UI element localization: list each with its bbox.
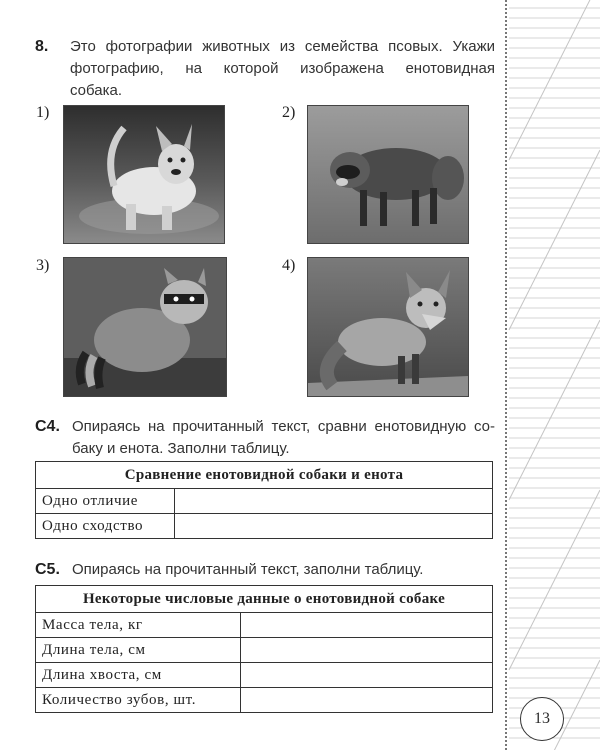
- task-c4-text-line-2: баку и енота. Заполни таблицу.: [72, 440, 290, 457]
- handwriting-guide-lines: [505, 0, 600, 750]
- comparison-table: [35, 461, 493, 539]
- row-label-tail-length: Длина хвоста, см: [36, 663, 241, 688]
- raccoon-photo[interactable]: [63, 257, 227, 397]
- table-row: [36, 638, 493, 663]
- table-row: [36, 514, 493, 539]
- task-c4-text-line-1: Опираясь на прочитанный текст, сравни енотовидную со-: [72, 418, 495, 435]
- table-header-row: [36, 586, 493, 613]
- task-c5-number: С5.: [35, 561, 60, 578]
- dog-terrier-photo[interactable]: [63, 105, 225, 244]
- task-8-text-line-3: собака.: [70, 82, 123, 99]
- row-label-similarity: Одно сходство: [36, 514, 175, 539]
- table-row: [36, 489, 493, 514]
- fox-photo[interactable]: [307, 257, 469, 397]
- numeric-data-table: [35, 585, 493, 713]
- task-8-text-line-2: фотографию, на которой изображена енотовидная: [70, 60, 495, 77]
- row-label-body-length: Длина тела, см: [36, 638, 241, 663]
- task-c4-number: С4.: [35, 418, 60, 435]
- row-label-teeth-count: Количество зубов, шт.: [36, 688, 241, 713]
- task-8-number: 8.: [35, 38, 49, 55]
- task-c5-text: Опираясь на прочитанный текст, заполни таблицу.: [72, 561, 424, 578]
- task-8-text-line-1: Это фотографии животных из семейства псовых. Укажи: [70, 38, 495, 55]
- table-header-row: [36, 462, 493, 489]
- table-row: [36, 663, 493, 688]
- table-row: [36, 688, 493, 713]
- raccoon-dog-photo[interactable]: [307, 105, 469, 244]
- photo-3-label: 3): [36, 257, 50, 274]
- answer-cell-body-length[interactable]: [241, 638, 493, 663]
- answer-cell-similarity[interactable]: [175, 514, 493, 539]
- photo-2-label: 2): [282, 104, 296, 121]
- numeric-data-table-header: Некоторые числовые данные о енотовидной собаке: [36, 586, 493, 613]
- notes-margin: [505, 0, 600, 750]
- page-number: 13: [520, 697, 564, 741]
- answer-cell-difference[interactable]: [175, 489, 493, 514]
- answer-cell-body-mass[interactable]: [241, 613, 493, 638]
- photo-1-label: 1): [36, 104, 50, 121]
- table-row: [36, 613, 493, 638]
- answer-cell-teeth-count[interactable]: [241, 688, 493, 713]
- comparison-table-header: Сравнение енотовидной собаки и енота: [36, 462, 493, 489]
- row-label-body-mass: Масса тела, кг: [36, 613, 241, 638]
- row-label-difference: Одно отличие: [36, 489, 175, 514]
- photo-4-label: 4): [282, 257, 296, 274]
- answer-cell-tail-length[interactable]: [241, 663, 493, 688]
